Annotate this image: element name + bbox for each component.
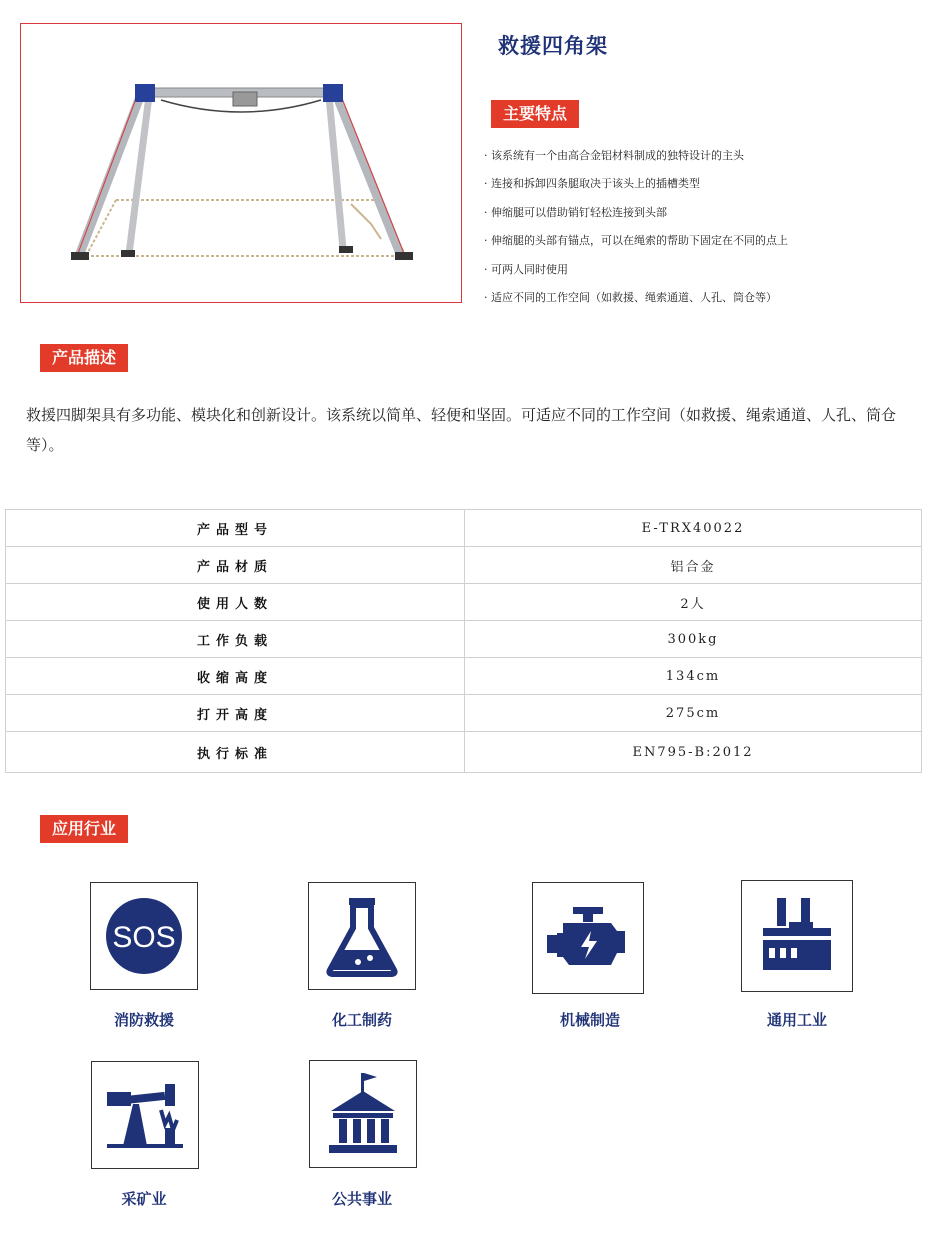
feature-item: · 伸缩腿的头部有锚点，可以在绳索的帮助下固定在不同的点上: [484, 230, 788, 258]
spec-value: 300kg: [465, 621, 922, 658]
spec-value: 铝合金: [465, 547, 922, 584]
table-row: [6, 584, 922, 621]
features-list: [484, 145, 788, 315]
feature-item: · 该系统有一个由高合金铝材料制成的独特设计的主头: [484, 145, 788, 173]
description-text: 救援四脚架具有多功能、模块化和创新设计。该系统以简单、轻便和坚固。可适应不同的工作空间（如救援、绳索通道、人孔、筒仓等）。: [26, 406, 897, 454]
sos-icon: [90, 882, 198, 990]
spec-table: [5, 509, 922, 773]
feature-item: · 可两人同时使用: [484, 259, 788, 287]
industry-label: 采矿业: [121, 1190, 167, 1208]
product-title: 救援四角架: [498, 34, 608, 58]
spec-label: 产品型号: [6, 510, 465, 547]
table-row: [6, 547, 922, 584]
table-row: [6, 732, 922, 773]
feature-item: · 伸缩腿可以借助销钉轻松连接到头部: [484, 202, 788, 230]
features-heading: 主要特点: [491, 100, 579, 128]
industry-label: 化工制药: [331, 1011, 392, 1029]
product-image-frame: [20, 23, 462, 303]
industry-label: 通用工业: [766, 1011, 827, 1029]
feature-item: · 适应不同的工作空间（如救援、绳索通道、人孔、筒仓等）: [484, 287, 788, 315]
engine-icon: [532, 882, 644, 994]
quadripod-illustration: [21, 24, 461, 302]
industry-label: 机械制造: [559, 1011, 620, 1029]
table-row: [6, 695, 922, 732]
table-row: [6, 510, 922, 547]
spec-value: EN795-B:2012: [465, 732, 922, 773]
flask-icon: [308, 882, 416, 990]
spec-value: 134cm: [465, 658, 922, 695]
table-row: [6, 658, 922, 695]
spec-label: 产品材质: [6, 547, 465, 584]
spec-label: 收缩高度: [6, 658, 465, 695]
industry-label: 消防救援: [113, 1011, 174, 1029]
industry-label: 公共事业: [331, 1190, 392, 1208]
public-building-icon: [309, 1060, 417, 1168]
spec-label: 使用人数: [6, 584, 465, 621]
spec-value: 2人: [465, 584, 922, 621]
industries-heading: 应用行业: [40, 815, 128, 843]
spec-value: E-TRX40022: [465, 510, 922, 547]
oil-pump-icon: [91, 1061, 199, 1169]
description-heading: 产品描述: [40, 344, 128, 372]
feature-item: · 连接和拆卸四条腿取决于该头上的插槽类型: [484, 173, 788, 201]
spec-value: 275cm: [465, 695, 922, 732]
spec-label: 打开高度: [6, 695, 465, 732]
factory-icon: [741, 880, 853, 992]
spec-label: 工作负载: [6, 621, 465, 658]
spec-label: 执行标准: [6, 732, 465, 773]
sos-badge-text: SOS: [112, 921, 176, 954]
table-row: [6, 621, 922, 658]
